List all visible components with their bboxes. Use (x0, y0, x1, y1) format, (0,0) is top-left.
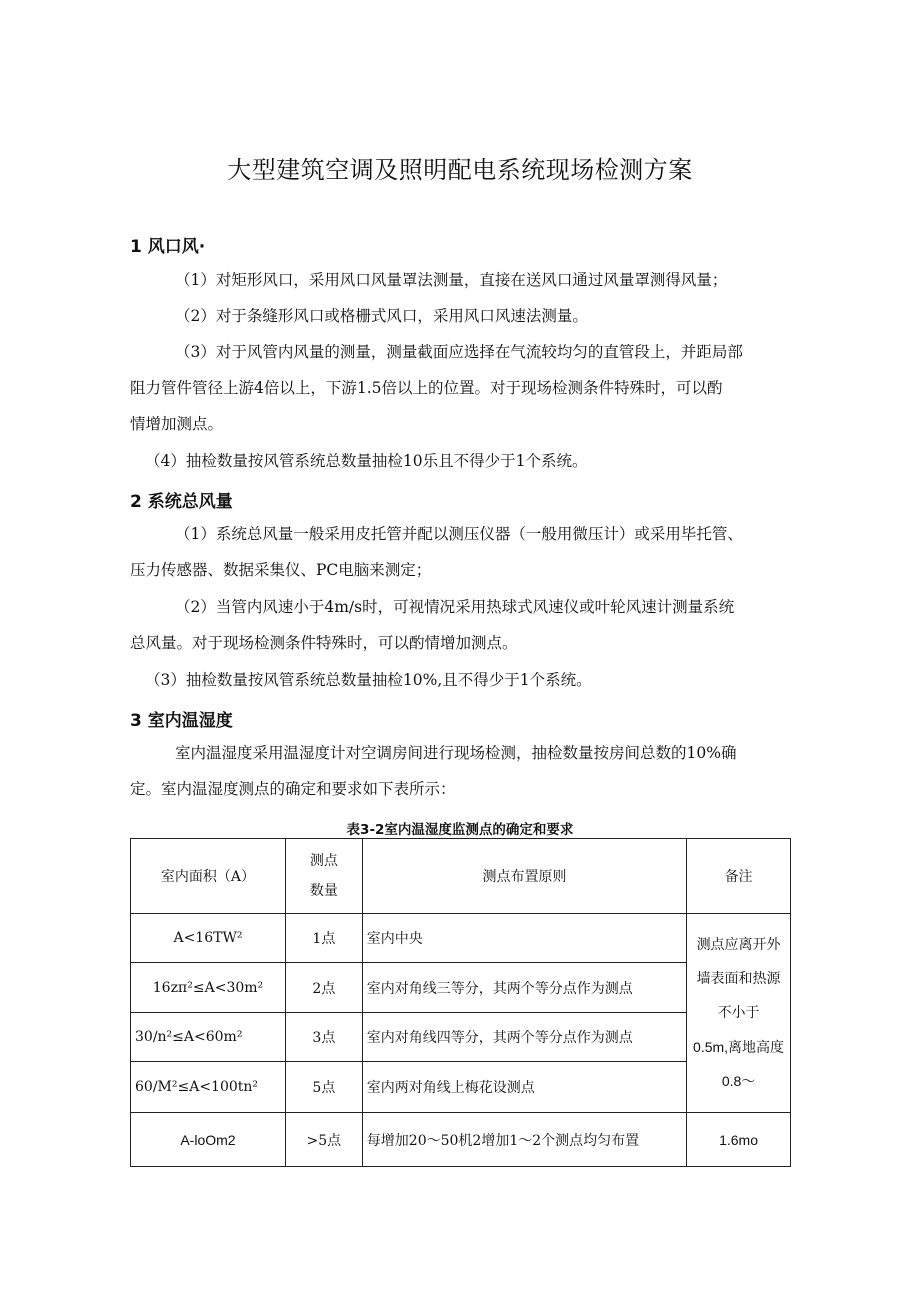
remark-merged-cell (687, 914, 791, 1113)
remark-line-3: 不小于 (717, 1005, 760, 1021)
header-count-line-2: 数量 (309, 883, 338, 899)
row-4-principle: 室内两对角线上梅花设测点 (362, 1062, 686, 1113)
header-remark: 备注 (687, 839, 791, 914)
section-1-heading: 1 风口风· (130, 237, 206, 257)
header-count (285, 839, 362, 914)
table-row (131, 914, 791, 963)
remark-line-2: 墙表面和热源 (696, 971, 781, 987)
row-2-count: 2点 (285, 963, 362, 1013)
table-row (131, 1113, 791, 1167)
row-5-count: >5点 (285, 1113, 362, 1167)
section-1-item-2: （2）对于条缝形风口或格栅式风口，采用风口风速法测量。 (175, 307, 588, 325)
section-1-item-1: （1）对矩形风口，采用风口风量罩法测量，直接在送风口通过风量罩测得风量； (175, 271, 728, 289)
row-5-principle: 每增加20～50机2增加1～2个测点均匀布置 (362, 1113, 686, 1167)
section-1-item-3-line-1: （3）对于风管内风量的测量，测量截面应选择在气流较均匀的直管段上，并距局部 (175, 343, 743, 361)
row-1-area: A<16TW² (131, 914, 286, 963)
header-count-line-1: 测点 (309, 853, 338, 869)
row-4-area: 60∕M²≤A<100tn² (131, 1062, 286, 1113)
row-3-count: 3点 (285, 1013, 362, 1062)
row-3-principle: 室内对角线四等分，其两个等分点作为测点 (362, 1013, 686, 1062)
section-1-item-4: （4）抽检数量按风管系统总数量抽检10乐且不得少于1个系统。 (145, 452, 588, 470)
section-3-paragraph-line-2: 定。室内温湿度测点的确定和要求如下表所示： (130, 780, 456, 798)
document-title: 大型建筑空调及照明配电系统现场检测方案 (227, 156, 693, 184)
row-1-count: 1点 (285, 914, 362, 963)
section-3-paragraph-line-1: 室内温湿度采用温湿度计对空调房间进行现场检测，抽检数量按房间总数的10%确 (175, 744, 737, 762)
row-2-area: 16zп²≤A<30m² (131, 963, 286, 1013)
section-2-item-1-line-1: （1）系统总风量一般采用皮托管并配以测压仪器（一般用微压计）或采用毕托管、 (175, 525, 743, 543)
table-caption: 表3-2室内温湿度监测点的确定和要求 (346, 822, 574, 838)
row-4-count: 5点 (285, 1062, 362, 1113)
remark-line-4: 0.5m,离地高度 (693, 1039, 785, 1055)
section-2-item-2-line-2: 总风量。对于现场检测条件特殊时，可以酌情增加测点。 (130, 634, 518, 652)
section-3-heading: 3 室内温湿度 (130, 711, 233, 731)
row-5-remark: 1.6mo (687, 1113, 791, 1167)
section-1-item-3-line-2: 阻力管件管径上游4倍以上，下游1.5倍以上的位置。对于现场检测条件特殊时，可以酌 (130, 379, 723, 397)
header-principle: 测点布置原则 (362, 839, 686, 914)
monitoring-points-table (130, 838, 791, 1167)
table-header-row (131, 839, 791, 914)
section-2-item-1-line-2: 压力传感器、数据采集仪、PC电脑来测定； (130, 561, 432, 579)
section-1-item-3-line-3: 情增加测点。 (130, 415, 224, 433)
section-2-item-3: （3）抽检数量按风管系统总数量抽检10%,且不得少于1个系统。 (145, 671, 592, 689)
row-1-principle: 室内中央 (362, 914, 686, 963)
remark-line-1: 测点应离开外 (696, 937, 781, 953)
row-5-area: A-loOm2 (131, 1113, 286, 1167)
row-2-principle: 室内对角线三等分，其两个等分点作为测点 (362, 963, 686, 1013)
section-2-heading: 2 系统总风量 (130, 492, 233, 512)
header-area: 室内面积（A） (131, 839, 286, 914)
section-2-item-2-line-1: （2）当管内风速小于4m∕s时，可视情况采用热球式风速仪或叶轮风速计测量系统 (175, 598, 735, 616)
row-3-area: 30∕n²≤A<60m² (131, 1013, 286, 1062)
remark-line-5: 0.8～ (721, 1073, 756, 1089)
